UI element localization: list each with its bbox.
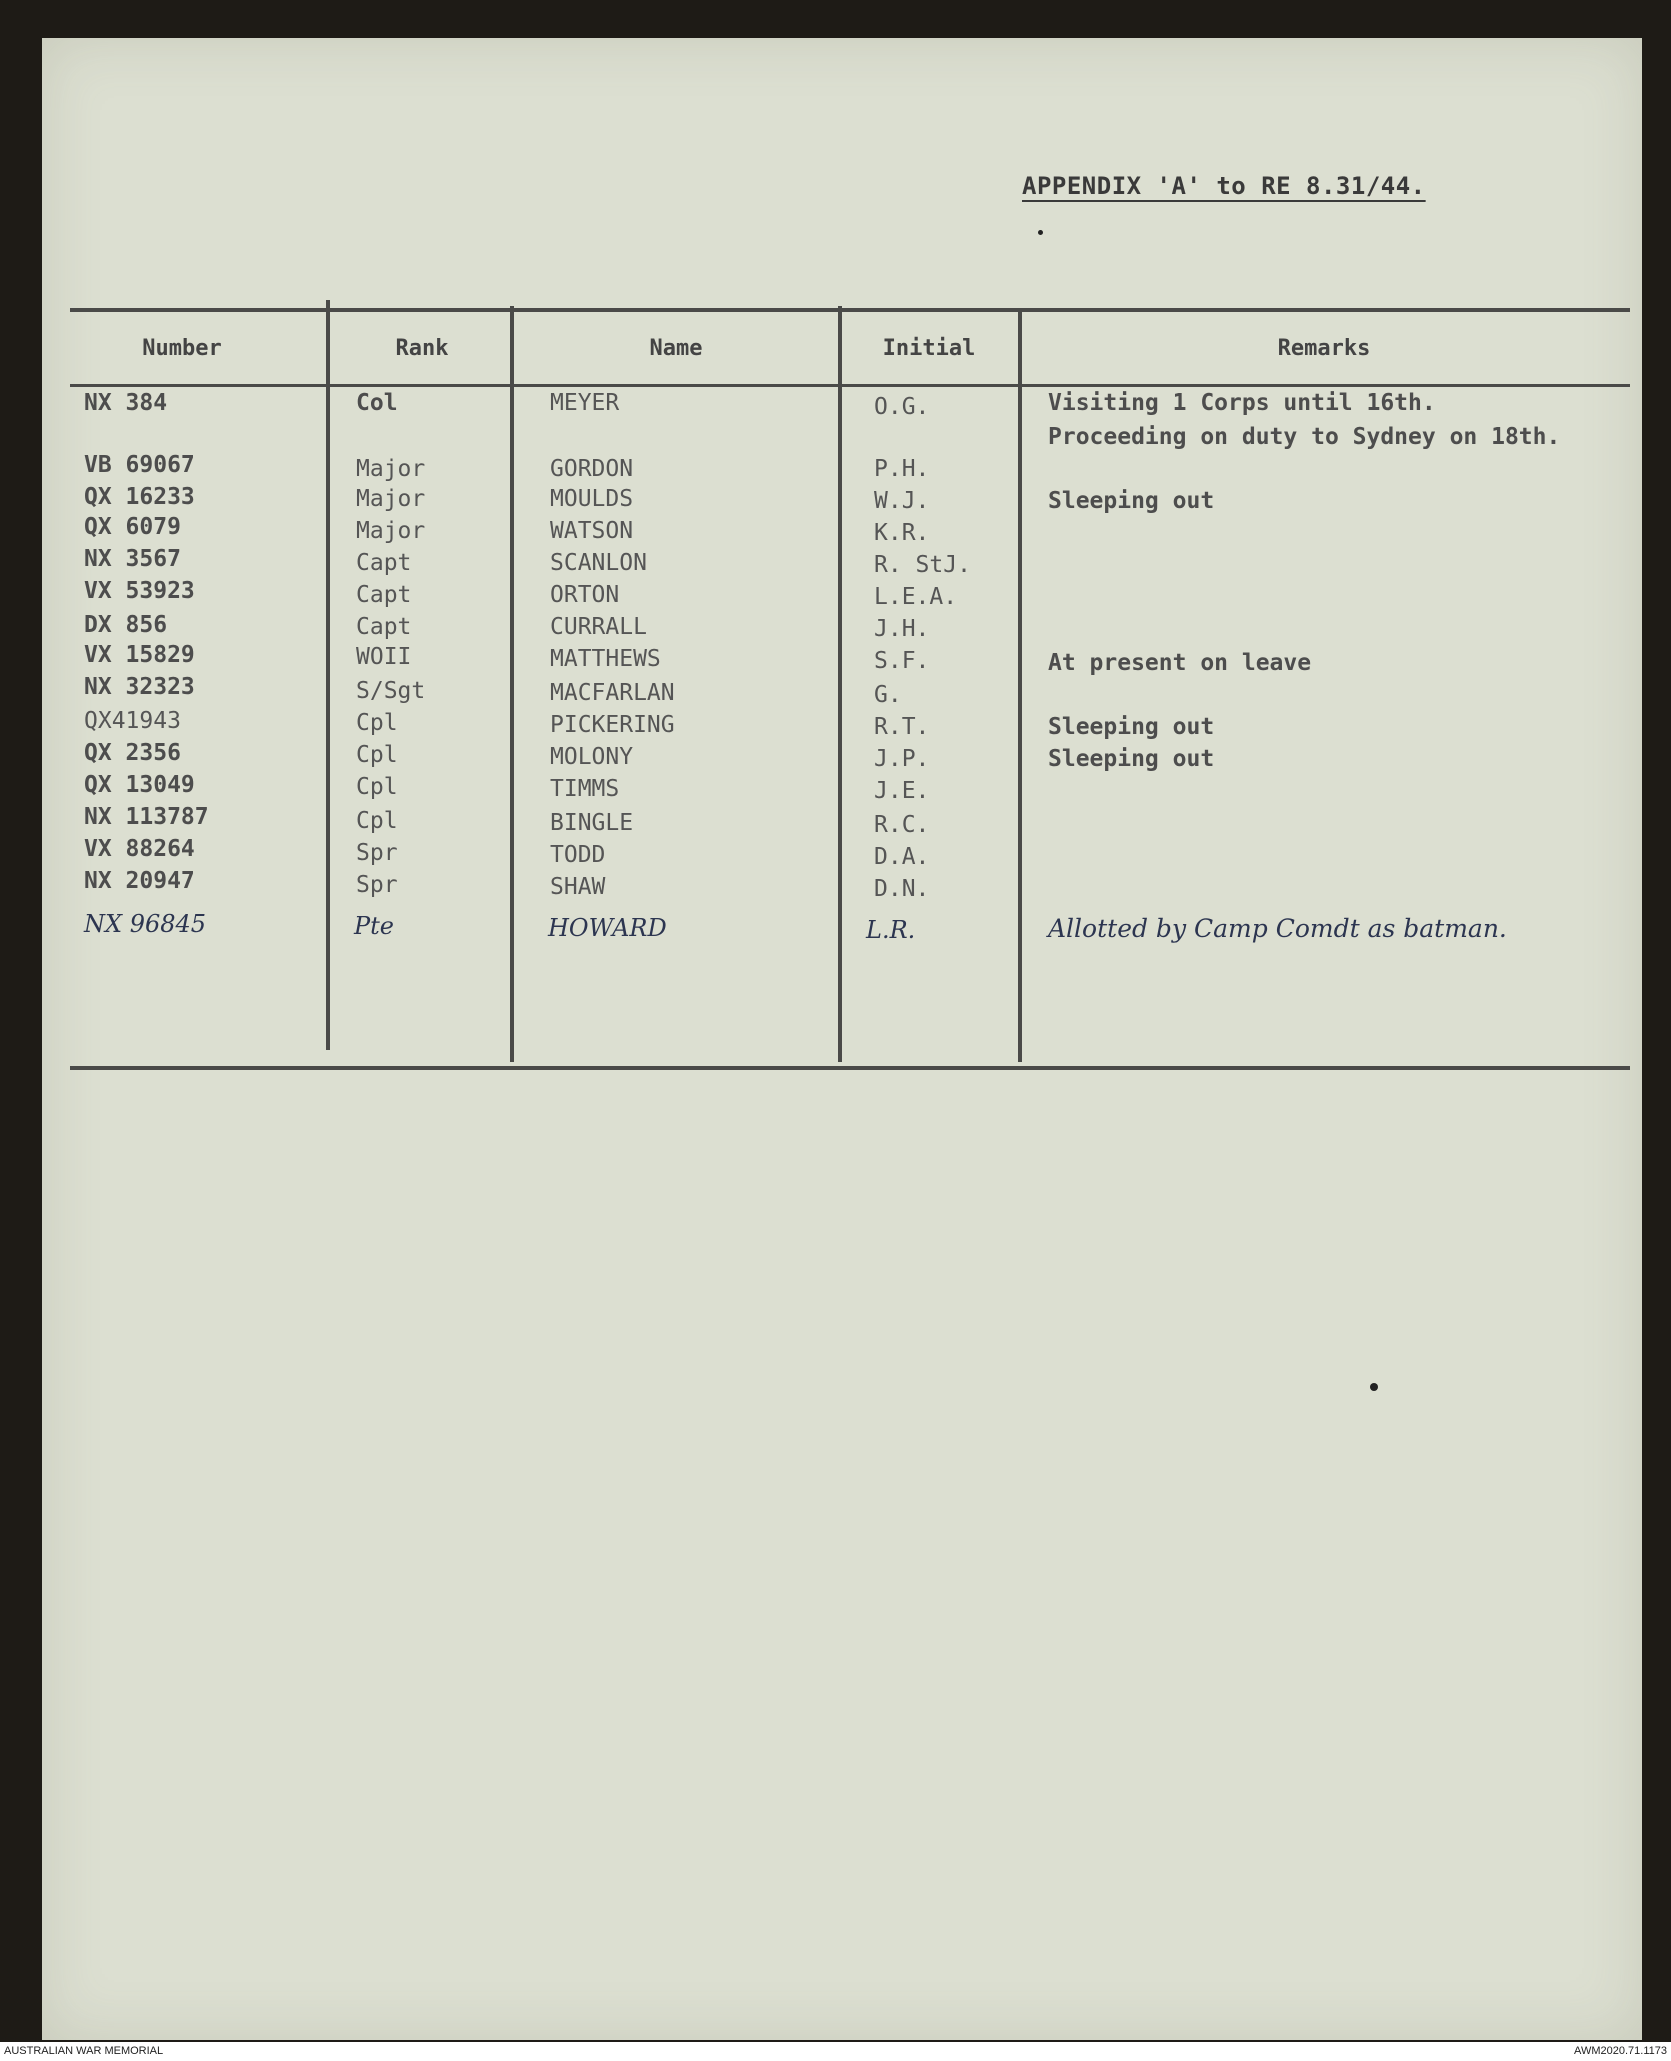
cell-initial: R.T. (874, 714, 930, 740)
cell-name: PICKERING (550, 712, 675, 738)
cell-name: MATTHEWS (550, 646, 661, 672)
cell-name: MOLONY (550, 744, 634, 770)
cell-initial: L.R. (866, 916, 916, 944)
cell-name: GORDON (550, 456, 634, 482)
document-page (42, 38, 1642, 2040)
cell-initial: J.E. (874, 778, 930, 804)
cell-name: HOWARD (548, 914, 667, 942)
table-bottom-rule (70, 1066, 1630, 1070)
cell-name: BINGLE (550, 810, 634, 836)
cell-name: WATSON (550, 518, 634, 544)
cell-remarks: Visiting 1 Corps until 16th. (1048, 390, 1436, 416)
cell-number: QX 6079 (84, 514, 181, 540)
cell-initial: D.A. (874, 844, 930, 870)
cell-initial: O.G. (874, 394, 930, 420)
cell-number: QX 16233 (84, 484, 195, 510)
ink-speck (1038, 230, 1043, 235)
cell-name: MACFARLAN (550, 680, 675, 706)
cell-number: QX 2356 (84, 740, 181, 766)
cell-remarks: Proceeding on duty to Sydney on 18th. (1048, 424, 1561, 450)
cell-number: DX 856 (84, 612, 168, 638)
cell-number: VB 69067 (84, 452, 195, 478)
cell-number: NX 32323 (84, 674, 195, 700)
cell-rank: Cpl (356, 742, 398, 768)
cell-name: TIMMS (550, 776, 620, 802)
cell-number: VX 88264 (84, 836, 195, 862)
cell-initial: J.H. (874, 616, 930, 642)
cell-initial: S.F. (874, 648, 930, 674)
column-divider (838, 306, 842, 1062)
cell-initial: P.H. (874, 456, 930, 482)
cell-number: NX 113787 (84, 804, 209, 830)
cell-number: NX 384 (84, 390, 168, 416)
cell-initial: R.C. (874, 812, 930, 838)
table-top-rule (70, 308, 1630, 312)
cell-number: NX 3567 (84, 546, 181, 572)
cell-number: QX41943 (84, 708, 181, 734)
cell-rank: Spr (356, 872, 398, 898)
cell-remarks: Sleeping out (1048, 714, 1215, 740)
cell-rank: Col (356, 390, 398, 416)
cell-initial: J.P. (874, 746, 930, 772)
document-heading: APPENDIX 'A' to RE 8.31/44. (1022, 172, 1426, 200)
cell-initial: D.N. (874, 876, 930, 902)
cell-rank: WOII (356, 644, 412, 670)
cell-rank: S/Sgt (356, 678, 426, 704)
cell-rank: Spr (356, 840, 398, 866)
column-divider (326, 300, 330, 1050)
cell-name: SHAW (550, 874, 606, 900)
cell-initial: W.J. (874, 488, 930, 514)
column-header-number: Number (142, 336, 222, 361)
ink-speck (1370, 1383, 1378, 1391)
cell-name: MEYER (550, 390, 620, 416)
cell-rank: Pte (354, 912, 394, 940)
footer-institution: AUSTRALIAN WAR MEMORIAL (4, 2045, 164, 2057)
cell-initial: L.E.A. (874, 584, 958, 610)
cell-remarks: At present on leave (1048, 650, 1312, 676)
cell-rank: Major (356, 456, 426, 482)
cell-name: ORTON (550, 582, 620, 608)
footer-reference: AWM2020.71.1173 (1574, 2045, 1667, 2057)
cell-number: NX 20947 (84, 868, 195, 894)
cell-rank: Major (356, 486, 426, 512)
cell-number: NX 96845 (84, 910, 207, 938)
cell-initial: K.R. (874, 520, 930, 546)
column-header-name: Name (649, 336, 703, 361)
cell-rank: Major (356, 518, 426, 544)
cell-remarks: Sleeping out (1048, 488, 1215, 514)
table-header-rule (70, 384, 1630, 387)
cell-name: TODD (550, 842, 606, 868)
cell-rank: Cpl (356, 774, 398, 800)
cell-initial: G. (874, 682, 902, 708)
cell-name: SCANLON (550, 550, 647, 576)
column-divider (1018, 308, 1022, 1062)
cell-rank: Capt (356, 550, 412, 576)
cell-remarks: Sleeping out (1048, 746, 1215, 772)
column-header-remarks: Remarks (1277, 336, 1371, 361)
cell-initial: R. StJ. (874, 552, 971, 578)
column-header-rank: Rank (395, 336, 449, 361)
cell-rank: Cpl (356, 808, 398, 834)
column-divider (510, 306, 514, 1062)
cell-rank: Capt (356, 614, 412, 640)
cell-number: QX 13049 (84, 772, 195, 798)
cell-name: CURRALL (550, 614, 647, 640)
cell-remarks: Allotted by Camp Comdt as batman. (1048, 914, 1507, 943)
archive-footer (0, 2042, 1671, 2061)
cell-rank: Capt (356, 582, 412, 608)
cell-name: MOULDS (550, 486, 634, 512)
cell-number: VX 15829 (84, 642, 195, 668)
cell-number: VX 53923 (84, 578, 195, 604)
cell-rank: Cpl (356, 710, 398, 736)
column-header-initial: Initial (882, 336, 976, 361)
